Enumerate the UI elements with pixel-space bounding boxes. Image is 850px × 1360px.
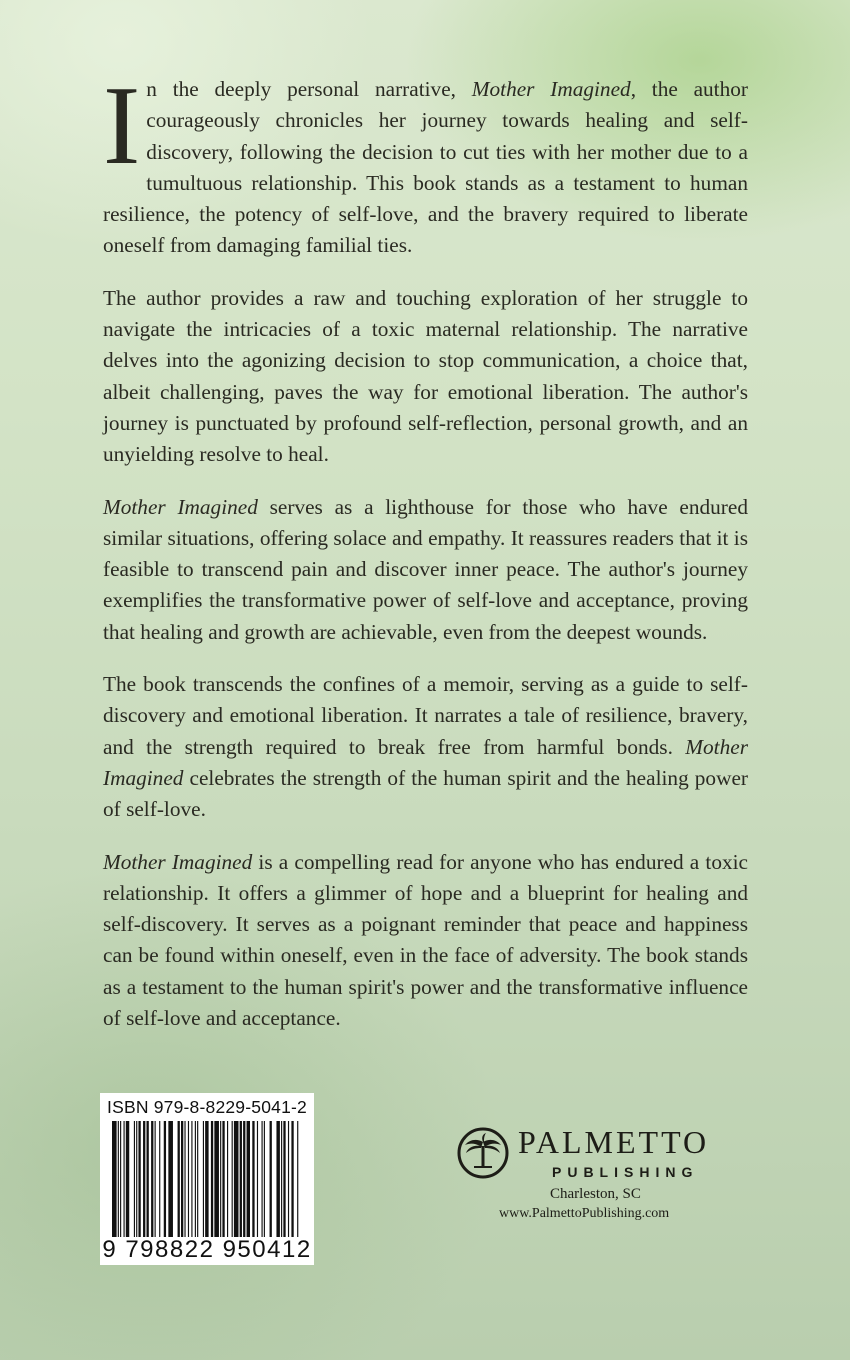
paragraph-4: The book transcends the confines of a memoir, serving as a guide to self-discovery and emotional liberation. It narrates a tale of resilience, bravery, and the strength required to break free from harmful bonds. Mother Imagined celebrates the strength of the human spirit and the healing power of self-love. [103, 672, 748, 822]
book-title: Mother Imagined [103, 849, 253, 874]
publisher-city: Charleston, SC [550, 1186, 641, 1202]
paragraph-2: The author provides a raw and touching exploration of her struggle to navigate the intricacies of a toxic maternal relationship. The narrative delves into the agonizing decision to stop communication, a choice that, albeit challenging, paves the way for emotional liberation. The author's journey is punctuated by profound self-reflection, personal growth, and an unyielding resolve to heal. [103, 285, 748, 467]
barcode-digits: 9 798822 950412 [102, 1236, 312, 1263]
paragraph-3: Mother Imagined serves as a lighthouse for those who have endured similar situations, offering solace and empathy. It reassures readers that it is feasible to transcend pain and discover inner peace. The author's journey exemplifies the transformative power of self-love and acceptance, proving that healing and growth are achievable, even from the deepest wounds. [103, 494, 748, 644]
back-cover-description [103, 64, 748, 1055]
palm-tree-icon [456, 1126, 510, 1180]
paragraph-5: Mother Imagined is a compelling read for anyone who has endured a toxic relationship. It offers a glimmer of hope and a blueprint for healing and self-discovery. It serves as a poignant reminder that peace and happiness can be found within oneself, even in the face of adversity. The book stands as a testament to the human spirit's power and the transformative influence of self-love and acceptance. [103, 849, 748, 1031]
book-title: Mother Imagined [471, 77, 631, 101]
barcode-bars [112, 1121, 302, 1237]
publisher-name: PALMETTO [518, 1124, 710, 1160]
isbn-label: ISBN 979-8-8229-5041-2 [107, 1097, 307, 1117]
publisher-block [456, 1120, 756, 1230]
book-title: Mother Imagined [103, 734, 748, 790]
book-title: Mother Imagined [103, 494, 258, 519]
publisher-url: www.PalmettoPublishing.com [499, 1206, 670, 1221]
isbn-barcode [100, 1093, 314, 1265]
publisher-subname: PUBLISHING [552, 1164, 699, 1180]
drop-cap: I [103, 64, 141, 188]
paragraph-1: In the deeply personal narrative, Mother Imagined, the author courageously chronicles her journey towards healing and self-discovery, following the decision to cut ties with her mother due to a tumultuous relationship. This book stands as a testament to human resilience, the potency of self-love, and the bravery required to liberate oneself from damaging familial ties. [103, 64, 748, 258]
